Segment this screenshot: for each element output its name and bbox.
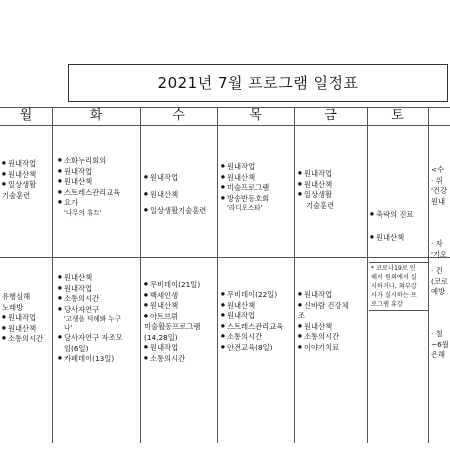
notice-line: 해서 원외에서 실 — [371, 274, 417, 281]
list-item: ● 원내산책 — [221, 173, 294, 184]
list-item: ● 소통의시간 — [298, 332, 367, 343]
pm-cell-fri — [298, 290, 367, 353]
list-item: ● 원내산책 — [221, 301, 294, 312]
am-cell-fri — [298, 169, 367, 211]
list-item: 조 — [298, 311, 306, 320]
list-item-note: 나' — [64, 324, 73, 332]
list-item: ● 소통의시간 — [144, 354, 217, 365]
list-item: ● 원내작업 — [298, 169, 367, 180]
list-item: 원내 — [431, 196, 446, 206]
list-item: ● 무비데이(22일) — [221, 290, 294, 301]
list-item: 유행심해 — [2, 292, 31, 301]
list-item: <수 — [431, 165, 445, 174]
pm-cell-wed — [144, 280, 217, 364]
am-cell-sat — [370, 210, 428, 243]
list-item: ● 원내산책 — [2, 324, 52, 335]
list-item: ● 원내작업 — [144, 173, 217, 184]
list-item: ● 스트레스관리교육 — [221, 322, 294, 333]
day-header-mon: 월 — [19, 108, 33, 123]
list-item: ● 소통의시간 — [2, 334, 52, 345]
list-item: ● 원내작업 — [221, 311, 294, 322]
list-item: ● 축락의 진료 — [370, 210, 428, 221]
list-item: '건강 — [431, 186, 448, 195]
list-item: ● 방송반동호회 — [221, 194, 294, 205]
list-item: ● 원내산책 — [58, 273, 140, 284]
list-item: ● 소통의시간 — [221, 332, 294, 343]
list-item: ● 소통의시간 — [58, 294, 140, 305]
list-item-note: '라디오스타' — [227, 204, 263, 212]
schedule-table — [0, 107, 450, 443]
column-divider — [367, 107, 368, 443]
list-item: 임(6일) — [64, 343, 89, 353]
list-item: ● 이야기치료 — [298, 343, 367, 354]
list-item: ● 원내산책 — [298, 180, 367, 191]
list-item: · 위 — [431, 175, 443, 185]
day-header-sat: 토 — [391, 108, 404, 123]
list-item: · 자 — [431, 239, 443, 248]
list-item: ● 안전교육(8일) — [221, 343, 294, 354]
list-item: (14,28일) — [144, 332, 178, 342]
day-header-wed: 수 — [172, 108, 185, 123]
list-item: ● 원내작업 — [2, 159, 52, 170]
list-item: '기오 — [431, 249, 448, 259]
notice-line: 시하거나, 외부강 — [371, 283, 417, 290]
day-header-tue: 화 — [89, 108, 103, 123]
list-item: · 건 — [431, 266, 443, 275]
page-title: 2021년 7월 프로그램 일정표 — [68, 64, 448, 102]
list-item: ● 원내작업 — [144, 343, 217, 354]
list-item: ● 당사자연구 — [58, 305, 140, 316]
pm-cell-tue — [58, 273, 140, 365]
list-item: ● 원내산책 — [144, 190, 217, 201]
list-item: ● 원내작업 — [58, 167, 140, 178]
list-item-note: '고생을 덕해봐 누구 — [64, 315, 121, 323]
list-item: ● 원내작업 — [221, 162, 294, 173]
header-rule — [0, 125, 450, 126]
notice-line: 사가 실시하는 프 — [371, 292, 417, 299]
list-item: ~6월 — [431, 339, 449, 349]
day-header-fri: 금 — [324, 108, 337, 123]
list-item: ● 원내작업 — [298, 290, 367, 301]
column-divider — [140, 107, 141, 443]
sunday-partial-cell — [431, 329, 450, 361]
list-item-note: '나무의 휴트' — [64, 208, 102, 217]
list-item: ● 요가 — [58, 198, 140, 209]
list-item: (코로 — [431, 276, 448, 286]
column-divider — [52, 107, 53, 443]
column-divider — [217, 107, 218, 443]
am-pm-divider — [0, 257, 450, 258]
list-item: ● 원내작업 — [2, 313, 52, 324]
list-item: 노래방 — [2, 302, 24, 312]
list-item: ● 소화누리회의 — [58, 156, 140, 167]
list-item: ● 일상생활 — [2, 180, 52, 191]
saturday-notice — [369, 262, 428, 311]
list-item: ● 아트브뤼 — [144, 312, 217, 323]
list-item: · 철 — [431, 329, 443, 338]
list-item: ● 미술프로그램 — [221, 183, 294, 194]
notice-line: * 코로나19로 인 — [371, 265, 416, 272]
list-item: ● 원내산책 — [370, 233, 428, 244]
list-item: ● 원내작업 — [58, 284, 140, 295]
list-item: ● 백세인생 — [144, 291, 217, 302]
list-item: ● 신바람 건강체 — [298, 301, 367, 312]
sunday-partial-cell — [431, 165, 450, 207]
list-item: ● 원내산책 — [144, 301, 217, 312]
column-divider — [428, 107, 429, 443]
column-divider — [294, 107, 295, 443]
sunday-partial-cell — [431, 239, 450, 298]
list-item: ● 스트레스관리교육 — [58, 188, 140, 199]
list-item: ● 무비데이(21일) — [144, 280, 217, 291]
notice-line: 로그램 휴강 — [371, 301, 403, 308]
list-item: ● 원내산책 — [58, 177, 140, 188]
am-cell-thu — [221, 162, 294, 213]
pm-cell-thu — [221, 290, 294, 353]
list-item: 예방 — [431, 287, 446, 296]
list-item: ● 원내산책 — [298, 322, 367, 333]
am-cell-wed — [144, 173, 217, 217]
day-header-thu: 목 — [249, 108, 262, 123]
list-item: 기술훈련 — [306, 200, 335, 210]
am-cell-tue — [58, 156, 140, 218]
list-item: ● 카페데이(13일) — [58, 354, 140, 365]
list-item: 미술활동프로그램 — [144, 322, 201, 331]
list-item: ● 일상생활 — [298, 190, 367, 201]
pm-cell-mon — [2, 292, 52, 345]
am-cell-mon — [2, 159, 52, 201]
list-item: 기술훈련 — [2, 190, 31, 200]
list-item: 은해 — [431, 350, 446, 359]
list-item: ● 당사자연구 자조모 — [58, 333, 140, 344]
list-item: ● 일상생활기술훈련 — [144, 206, 217, 217]
list-item: ● 원내산책 — [2, 170, 52, 181]
